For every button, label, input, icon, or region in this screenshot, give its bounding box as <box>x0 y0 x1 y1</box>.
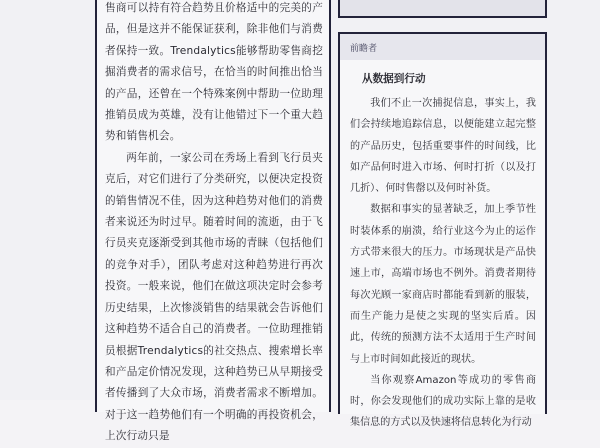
sidebar-box-title: 从数据到行动 <box>362 73 426 85</box>
previous-box-bottom <box>338 0 547 18</box>
main-paragraph: 两年前，一家公司在秀场上看到飞行员夹克后，对它们进行了分类研究，以便决定投资的销售情况不佳，因为这种趋势对他们的消费者来说还为时过早。随着时间的流逝，由于飞行员夹克逐渐受到其他市场的青睐（包括他们的竞争对手），团队考虑对这种趋势进行再次投资。一般来说，他们在做这项决定时会参考历史结果，上次惨淡销售的结果就会告诉他们这种趋势不适合自己的消费者。一位助理推销员根据Trendalytics的社交热点、搜索增长率和产品定价情况发现，这种趋势已从早期接受者传播到了大众市场，消费者需求不断增加。对于这一趋势他们有一个明确的再投资机会，上次行动只是 <box>105 151 323 443</box>
sidebar-box-tag: 前瞻者 <box>350 44 378 54</box>
sidebar-paragraph: 我们不止一次捕捉信息，事实上，我们会持续地追踪信息，以便能建立起完整的产品历史，包括重要事件的时间线，比如产品何时进入市场、何时打折（以及打几折）、何时售罄以及何时补货。 <box>350 98 536 195</box>
sidebar-paragraph: 当你观察Amazon等成功的零售商时，你会发现他们的成功实际上靠的是收集信息的方式以及快速将信息转化为行动 <box>350 374 536 429</box>
sidebar-box-header <box>340 34 545 60</box>
main-text-body <box>105 0 323 448</box>
sidebar-box <box>338 32 547 429</box>
main-text-column <box>95 0 331 443</box>
sidebar-paragraph: 数据和事实的显著缺乏，加上季节性时装体系的崩溃，给行业这今为止的运作方式带来很大的压力。市场现状是产品快速上市，高端市场也不例外。消费者期待每次光顾一家商店时都能看到新的服装，而生产能力是使之实现的坚实后盾。因此，传统的预测方法不太适用于生产时间与上市时间如此接近的现状。 <box>350 204 536 365</box>
main-paragraph: 售商可以持有符合趋势且价格适中的完美的产品，但是这并不能保证获利，除非他们与消费者保持一致。Trendalytics能够帮助零售商挖掘消费者的需求信号，在恰当的时间推出恰当的产品，还曾在一个特殊案例中帮助一位助理推销员成为英雄，没有让他错过下一个重大趋势和销售机会。 <box>105 2 323 143</box>
sidebar-box-body <box>350 93 536 434</box>
